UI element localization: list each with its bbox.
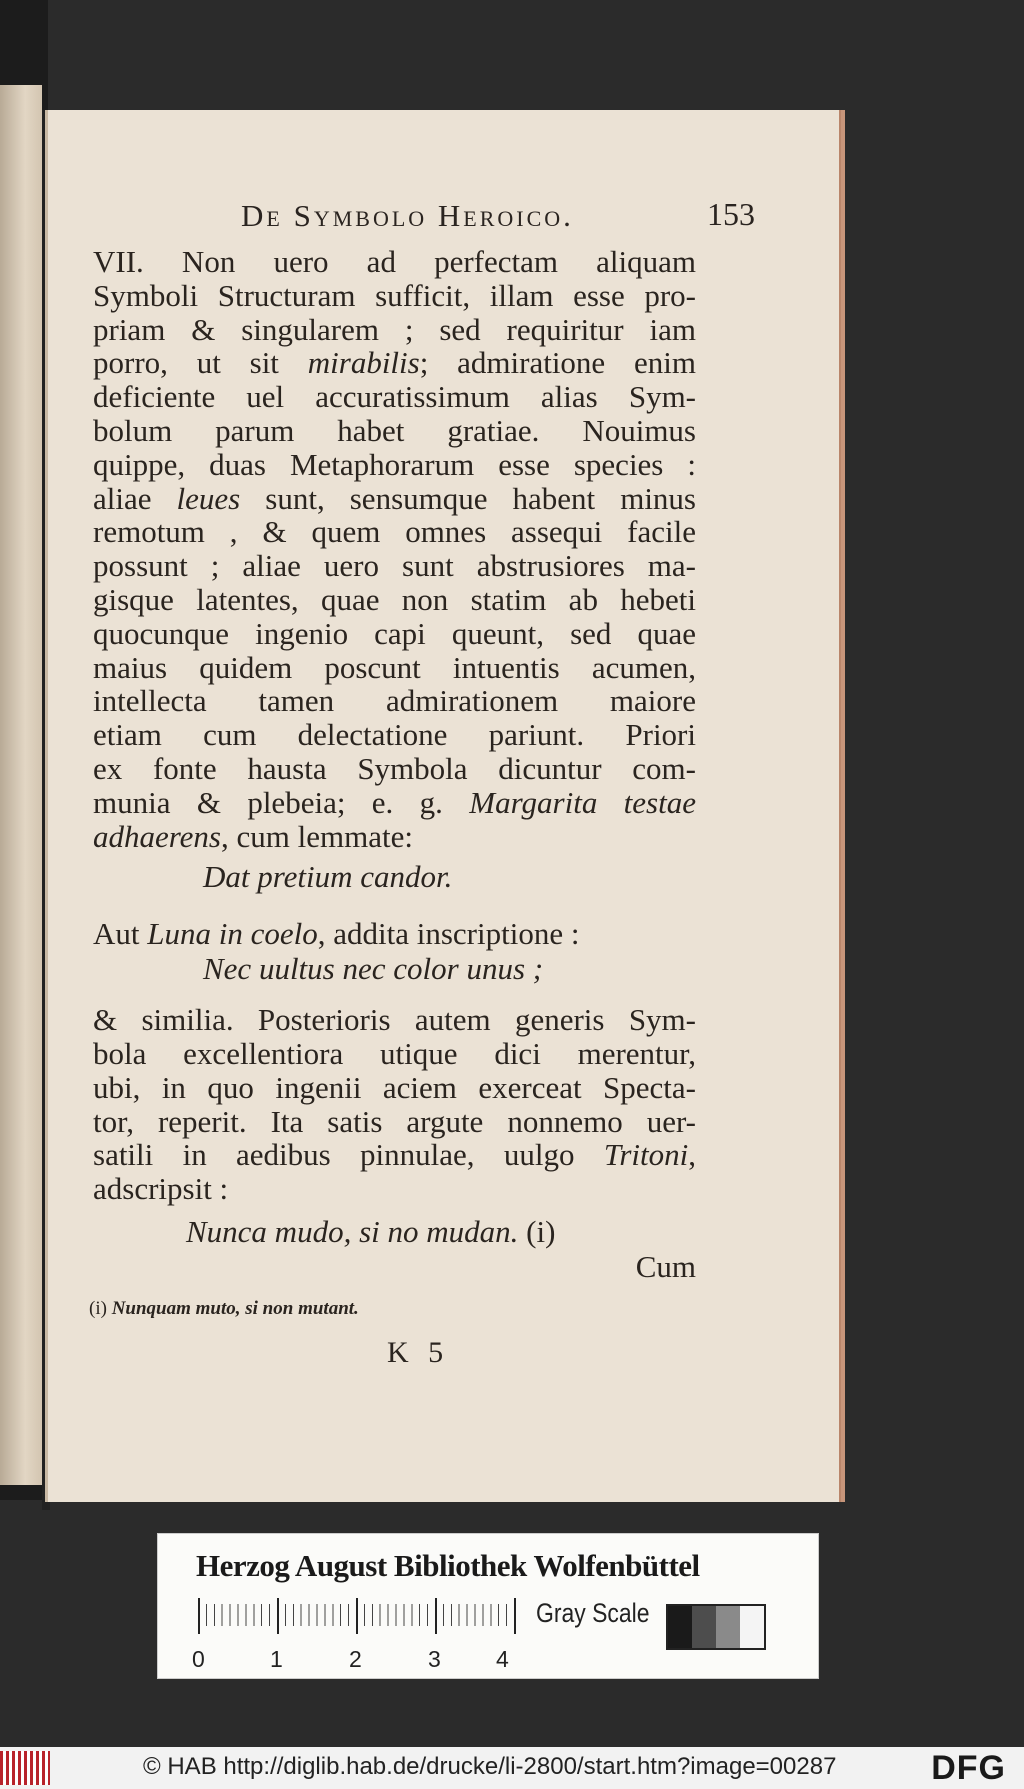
footer-bar (0, 1747, 1024, 1789)
gray-scale-swatches (666, 1604, 766, 1650)
italic-segment: mirabilis (307, 345, 420, 381)
ruler-label-0: 0 (192, 1646, 205, 1672)
italic-segment: Luna in coelo (147, 916, 318, 952)
gray-swatch (740, 1606, 764, 1648)
gray-swatch (668, 1606, 692, 1648)
italic-segment: Margarita testae (469, 784, 696, 820)
text-segment: , cum lemmate: (221, 818, 413, 854)
text-line (93, 820, 696, 854)
text-line: remotum , & quem omnes assequi facile (93, 514, 696, 550)
text-line: gisque latentes, quae non statim ab hebeti (93, 581, 696, 617)
previous-page-edge (0, 85, 42, 1485)
text-line: VII. Non uero ad perfectam aliquam (93, 244, 696, 279)
text-segment: , (688, 1137, 696, 1173)
ruler-labels (192, 1646, 522, 1672)
ruler-label-1: 1 (270, 1646, 283, 1672)
text-line: quippe, duas Metaphorarum esse species : (93, 446, 696, 482)
text-segment: satili in aedibus pinnulae, uulgo (93, 1137, 604, 1173)
text-line: ex fonte hausta Symbola dicuntur com- (93, 750, 696, 786)
gray-scale-label: Gray Scale (536, 1598, 650, 1628)
text-line: bola excellentiora utique dici merentur, (93, 1035, 696, 1071)
text-line: quocunque ingenio capi queunt, sed quae (93, 615, 696, 651)
body-text (93, 245, 696, 1284)
signature-mark: K 5 (387, 1336, 450, 1369)
gray-swatch (716, 1606, 740, 1648)
text-line: priam & singularem ; sed requiritur iam (93, 311, 696, 347)
italic-segment: leues (176, 480, 241, 516)
text-segment: munia & plebeia; e. g. (93, 784, 470, 820)
hab-logo-icon (0, 1751, 50, 1785)
text-line (93, 917, 696, 951)
text-line: bolum parum habet gratiae. Nouimus (93, 412, 696, 448)
book-page (45, 110, 845, 1502)
quote-nunca-mudo (93, 1214, 696, 1250)
text-line: adscripsit : (93, 1171, 229, 1207)
text-line (93, 482, 696, 516)
text-segment: aliae (93, 480, 177, 516)
page-header (195, 192, 755, 242)
ruler-ticks (198, 1598, 516, 1634)
paragraph-1 (93, 245, 696, 853)
text-line (93, 786, 696, 820)
text-line: Symboli Structuram sufficit, illam esse pro- (93, 277, 696, 313)
text-segment: ; admiratione enim (419, 345, 696, 381)
text-line: tor, reperit. Ita satis argute nonnemo uer- (93, 1103, 696, 1139)
ruler (198, 1598, 516, 1644)
text-segment: sunt, sensumque habent minus (240, 480, 696, 516)
ruler-label-2: 2 (349, 1646, 362, 1672)
quote-nec-uultus: Nec uultus nec color unus ; (203, 951, 544, 987)
text-line: ubi, in quo ingenii aciem exerceat Specta- (93, 1069, 696, 1105)
text-segment: , addita inscriptione : (317, 916, 580, 952)
gray-swatch (692, 1606, 716, 1648)
text-segment: porro, ut sit (93, 345, 308, 381)
citation-link[interactable]: © HAB http://diglib.hab.de/drucke/li-2800/start.htm?image=00287 (143, 1753, 837, 1780)
ruler-label-4: 4 (496, 1646, 509, 1672)
text-line (93, 346, 696, 380)
text-line: deficiente uel accuratissimum alias Sym- (93, 379, 696, 415)
text-segment: Aut (93, 916, 148, 952)
paragraph-2 (93, 1003, 696, 1206)
text-line: possunt ; aliae uero sunt abstrusiores ma- (93, 548, 696, 584)
footnote (89, 1298, 359, 1320)
text-line: intellecta tamen admirationem maiore (93, 683, 696, 719)
color-scale-card (157, 1533, 819, 1679)
dfg-logo: DFG (931, 1749, 1006, 1787)
quote-note-mark: (i) (518, 1213, 556, 1249)
page-number: 153 (707, 196, 755, 232)
text-line: maius quidem poscunt intuentis acumen, (93, 649, 696, 685)
footnote-mark: (i) (89, 1298, 112, 1319)
line-aut (93, 917, 696, 951)
italic-segment: adhaerens (93, 818, 221, 854)
library-name: Herzog August Bibliothek Wolfenbüttel (196, 1548, 700, 1583)
catchword: Cum (635, 1248, 696, 1284)
text-line (93, 1138, 696, 1172)
italic-segment: Tritoni (603, 1137, 689, 1173)
running-title: De Symbolo Heroico. (241, 198, 574, 233)
quote-dat-pretium: Dat pretium candor. (203, 859, 453, 895)
ruler-label-3: 3 (428, 1646, 441, 1672)
text-line: etiam cum delectatione pariunt. Priori (93, 717, 696, 753)
text-line: & similia. Posterioris autem generis Sym- (93, 1002, 696, 1038)
footnote-text: Nunquam muto, si non mutant. (111, 1298, 359, 1319)
quote-nunca-mudo-text: Nunca mudo, si no mudan. (186, 1213, 519, 1249)
